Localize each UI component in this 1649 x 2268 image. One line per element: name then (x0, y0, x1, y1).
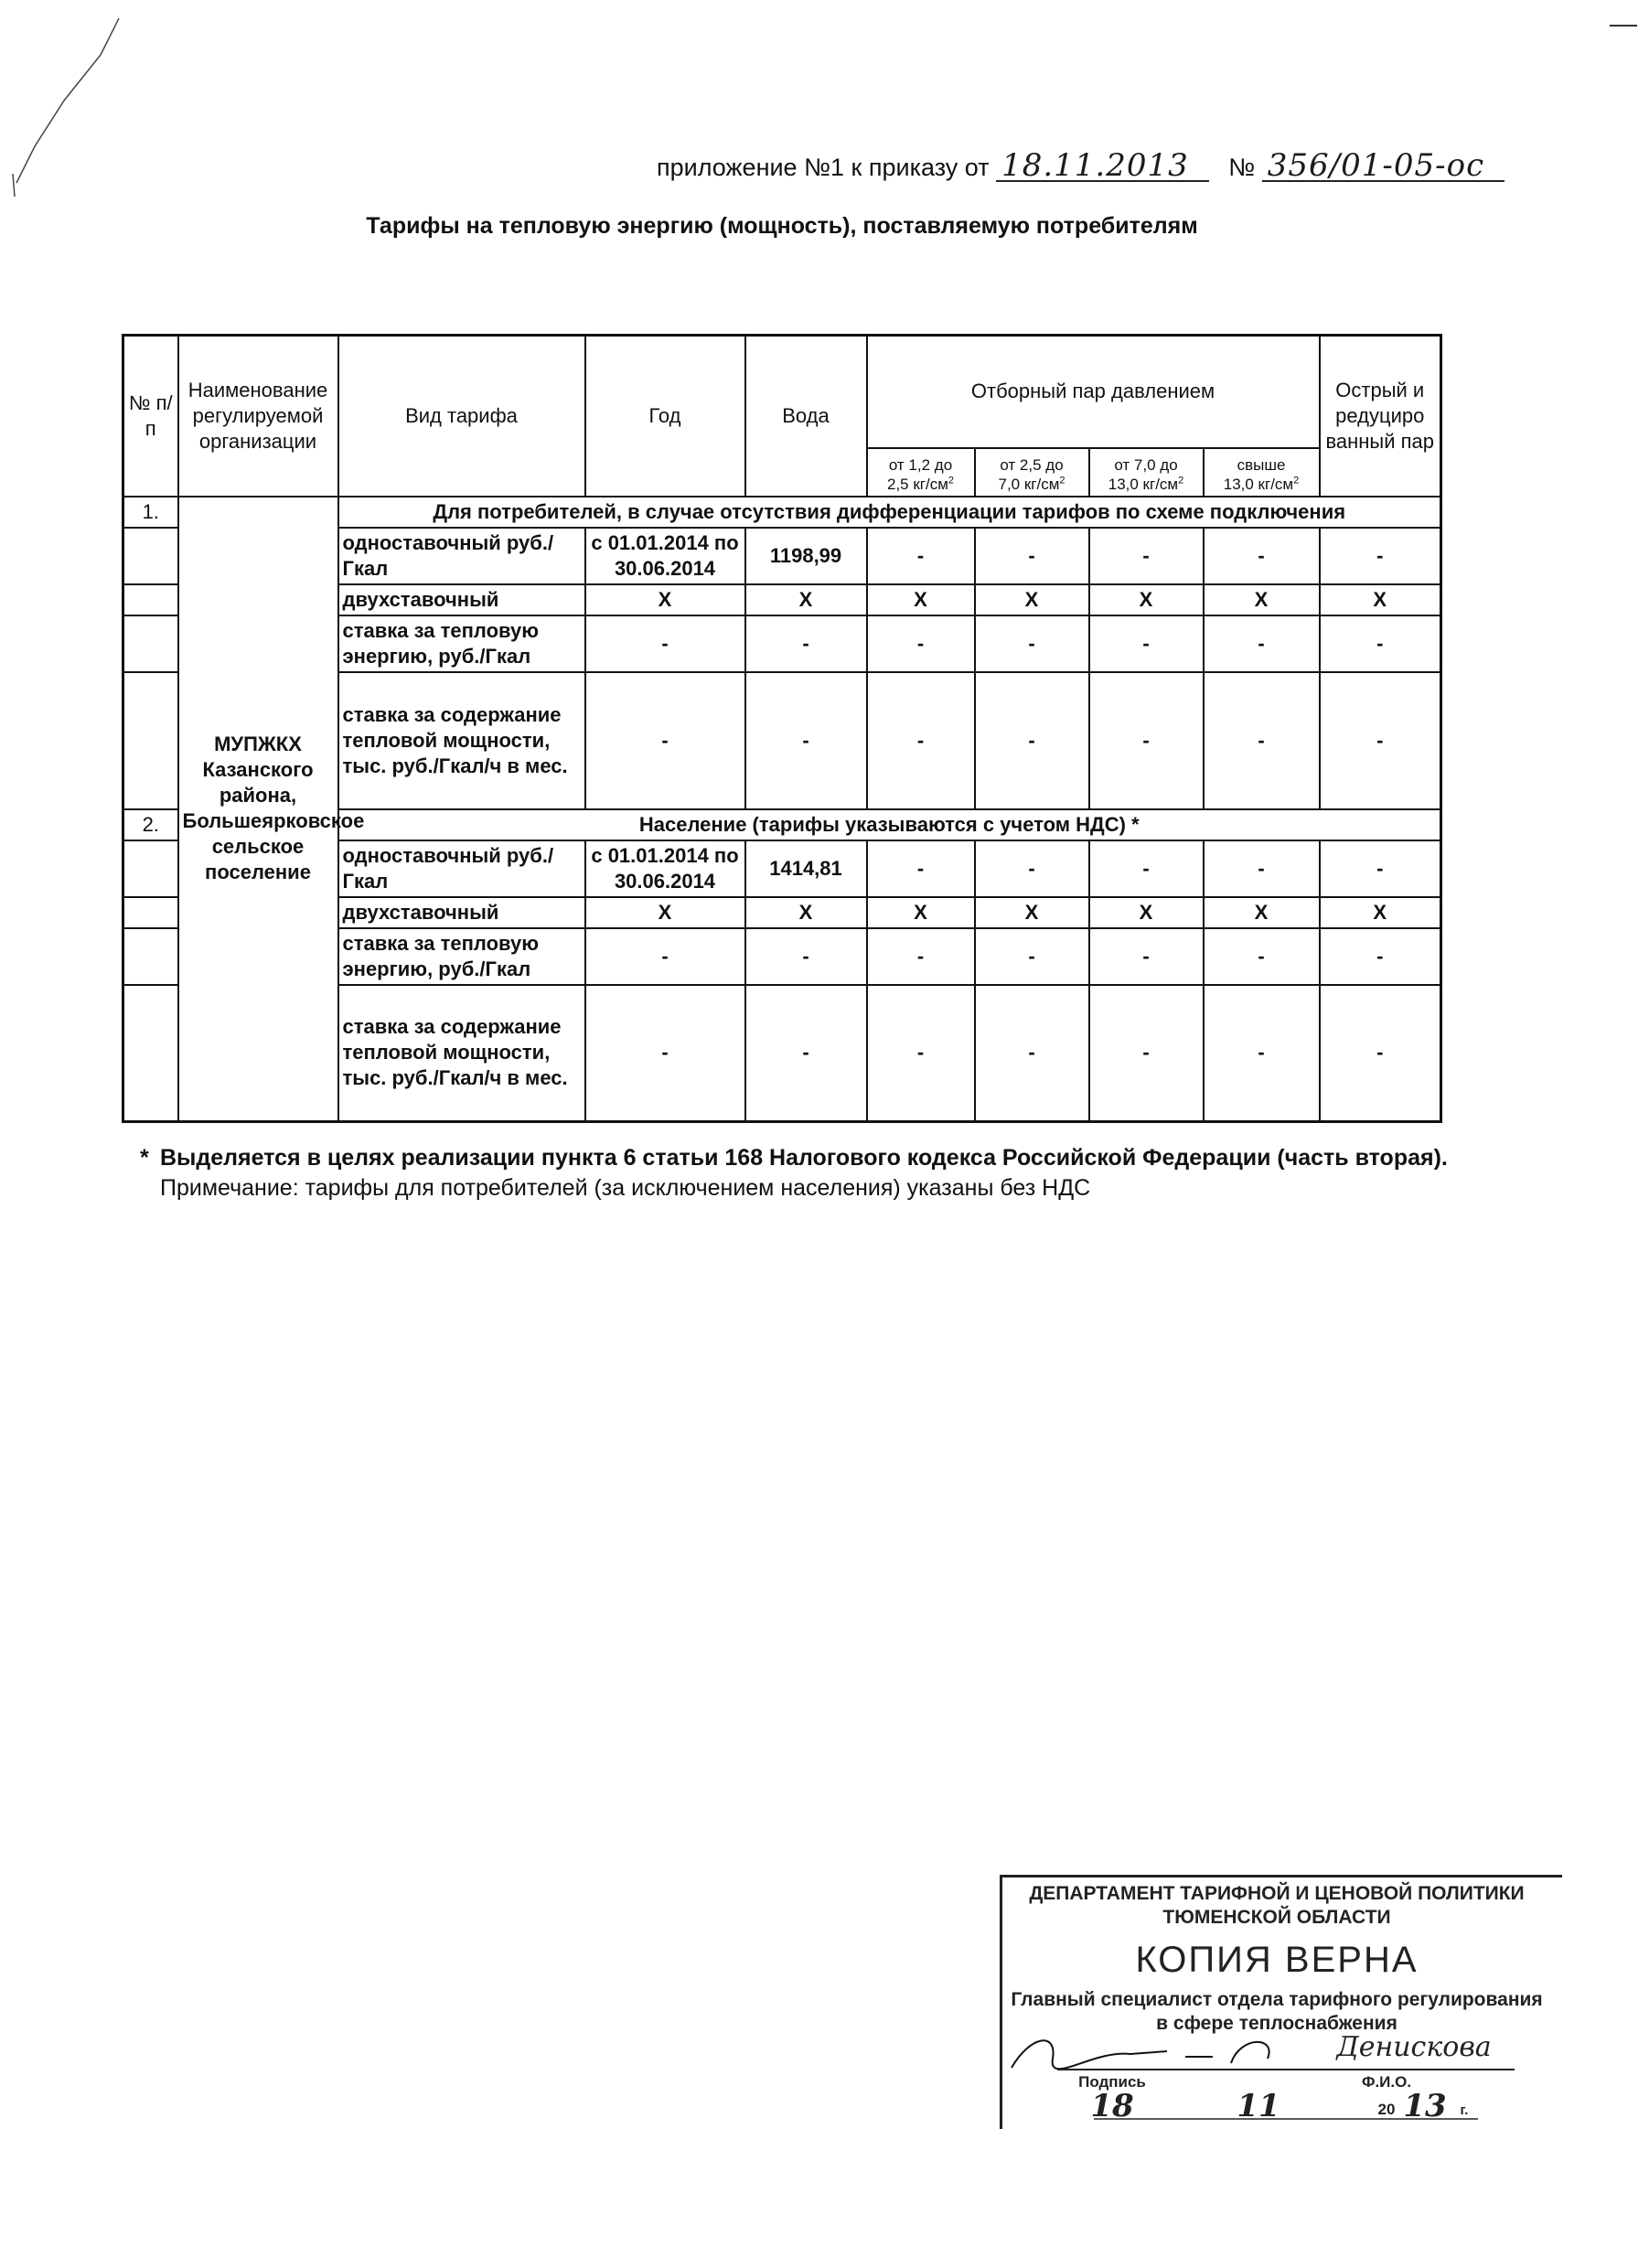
value-water: 1414,81 (745, 840, 867, 897)
value-steam-4: - (1204, 615, 1320, 672)
header-steam-range-sup: 2 (1293, 474, 1300, 486)
value-steam-2: - (975, 928, 1089, 985)
header-steam-range-unit: 2,5 кг/см (886, 475, 948, 493)
value-steam-1: Х (867, 584, 975, 615)
value-water: - (745, 672, 867, 809)
footnote-line-1: Выделяется в целях реализации пункта 6 статьи 168 Налогового кодекса Российской Федерации (часть вторая). (160, 1145, 1448, 1171)
tariff-year: с 01.01.2014 по 30.06.2014 (585, 528, 745, 584)
value-steam-1: - (867, 985, 975, 1122)
stamp-date-underline (1002, 2117, 1551, 2123)
stamp-label-name: Ф.И.О. (1361, 2073, 1412, 2091)
value-sharp-steam: - (1320, 928, 1441, 985)
tariff-year: Х (585, 584, 745, 615)
tariff-kind: двухставочный (338, 584, 585, 615)
footnote (140, 1143, 1486, 1204)
value-water: Х (745, 584, 867, 615)
tariff-year: Х (585, 897, 745, 928)
value-steam-3: Х (1089, 584, 1204, 615)
order-date: 18.11.2013 (996, 151, 1209, 182)
header-steam-range-unit: 13,0 кг/см (1223, 475, 1294, 493)
tariff-year: - (585, 615, 745, 672)
header-steam-range-from: свыше (1237, 455, 1286, 474)
header-steam-range (1204, 448, 1320, 497)
value-steam-2: - (975, 672, 1089, 809)
value-steam-4: - (1204, 840, 1320, 897)
stamp-date-month: 11 (1237, 2088, 1280, 2124)
value-sharp-steam: - (1320, 528, 1441, 584)
stamp-year-suffix: 13 (1403, 2088, 1447, 2124)
tariff-kind: одноставочный руб./Гкал (338, 528, 585, 584)
value-steam-1: - (867, 672, 975, 809)
value-water: - (745, 615, 867, 672)
section-title: Для потребителей, в случае отсутствия дифференциации тарифов по схеме подключения (338, 497, 1441, 528)
header-year: Год (585, 336, 745, 497)
order-number-label: № (1228, 154, 1256, 181)
stamp-year-prefix: 20 (1377, 2101, 1396, 2118)
stamp-date-day: 18 (1090, 2088, 1134, 2124)
row-number-empty (123, 928, 178, 985)
row-number-empty (123, 672, 178, 809)
footnote-star: * (140, 1145, 149, 1171)
row-number-empty (123, 897, 178, 928)
document-title: Тарифы на тепловую энергию (мощность), поставляемую потребителям (366, 213, 1198, 239)
header-org: Наименование регулируемой организации (178, 336, 338, 497)
stamp-dept-line-1: ДЕПАРТАМЕНТ ТАРИФНОЙ И ЦЕНОВОЙ ПОЛИТИКИ (1029, 1883, 1525, 1904)
value-steam-3: - (1089, 672, 1204, 809)
tariff-kind: ставка за тепловую энергию, руб./Гкал (338, 615, 585, 672)
tariff-kind: ставка за тепловую энергию, руб./Гкал (338, 928, 585, 985)
value-sharp-steam: Х (1320, 584, 1441, 615)
value-steam-3: - (1089, 928, 1204, 985)
order-reference (657, 147, 1485, 184)
value-sharp-steam: - (1320, 615, 1441, 672)
value-steam-4: - (1204, 928, 1320, 985)
header-steam: Отборный пар давлением (867, 336, 1320, 448)
value-steam-3: Х (1089, 897, 1204, 928)
header-num: № п/п (123, 336, 178, 497)
value-steam-2: - (975, 840, 1089, 897)
tariff-table (122, 334, 1442, 1123)
row-number-empty (123, 840, 178, 897)
value-steam-3: - (1089, 985, 1204, 1122)
header-steam-range-from: от 2,5 до (1000, 455, 1064, 474)
tariff-kind: ставка за содержание тепловой мощности, тыс. руб./Гкал/ч в мес. (338, 985, 585, 1122)
header-steam-range (867, 448, 975, 497)
header-sharp-steam: Острый и редуциро ванный пар (1320, 336, 1441, 497)
stamp-year-unit: г. (1460, 2102, 1469, 2118)
value-steam-1: - (867, 928, 975, 985)
tariff-year: - (585, 985, 745, 1122)
organization-name: МУПЖКХ Казанского района, Большеярковское сельское поселение (178, 497, 338, 1122)
value-water: 1198,99 (745, 528, 867, 584)
header-steam-range-from: от 7,0 до (1114, 455, 1178, 474)
value-sharp-steam: - (1320, 840, 1441, 897)
value-steam-1: - (867, 615, 975, 672)
header-steam-range-sup: 2 (1059, 474, 1065, 486)
stamp-position-line-2: в сфере теплоснабжения (1156, 2013, 1397, 2034)
value-steam-4: Х (1204, 584, 1320, 615)
row-number-empty (123, 985, 178, 1122)
value-steam-2: Х (975, 584, 1089, 615)
row-number-empty (123, 528, 178, 584)
value-steam-2: Х (975, 897, 1089, 928)
value-steam-1: Х (867, 897, 975, 928)
header-steam-range-from: от 1,2 до (888, 455, 953, 474)
header-steam-range (975, 448, 1089, 497)
value-sharp-steam: Х (1320, 897, 1441, 928)
tariff-kind: ставка за содержание тепловой мощности, тыс. руб./Гкал/ч в мес. (338, 672, 585, 809)
value-sharp-steam: - (1320, 672, 1441, 809)
header-steam-range-unit: 13,0 кг/см (1108, 475, 1179, 493)
order-prefix: приложение №1 к приказу от (657, 154, 990, 181)
row-number-empty (123, 584, 178, 615)
section-number: 2. (123, 809, 178, 840)
header-steam-range-sup: 2 (948, 474, 955, 486)
value-water: - (745, 985, 867, 1122)
section-title: Население (тарифы указываются с учетом НДС) * (338, 809, 1441, 840)
tariff-year: - (585, 672, 745, 809)
header-steam-range (1089, 448, 1204, 497)
value-steam-2: - (975, 985, 1089, 1122)
order-number: 356/01-05-ос (1262, 151, 1504, 182)
footnote-line-2: Примечание: тарифы для потребителей (за исключением населения) указаны без НДС (160, 1175, 1091, 1201)
value-steam-1: - (867, 840, 975, 897)
stamp-copy-verified: КОПИЯ ВЕРНА (1135, 1940, 1419, 1980)
value-steam-3: - (1089, 528, 1204, 584)
value-water: - (745, 928, 867, 985)
tariff-year: с 01.01.2014 по 30.06.2014 (585, 840, 745, 897)
value-water: Х (745, 897, 867, 928)
value-steam-2: - (975, 528, 1089, 584)
value-steam-4: - (1204, 985, 1320, 1122)
stamp-position-line-1: Главный специалист отдела тарифного регулирования (1011, 1989, 1543, 2010)
value-steam-4: - (1204, 528, 1320, 584)
value-steam-1: - (867, 528, 975, 584)
row-number-empty (123, 615, 178, 672)
certification-stamp (1000, 1875, 1562, 2129)
stamp-dept-line-2: ТЮМЕНСКОЙ ОБЛАСТИ (1162, 1907, 1391, 1928)
tariff-year: - (585, 928, 745, 985)
header-steam-range-unit: 7,0 кг/см (998, 475, 1060, 493)
stamp-signature-name: Денискова (1336, 2031, 1492, 2063)
value-steam-2: - (975, 615, 1089, 672)
value-steam-3: - (1089, 615, 1204, 672)
tariff-kind: одноставочный руб./Гкал (338, 840, 585, 897)
header-steam-range-sup: 2 (1178, 474, 1184, 486)
header-water: Вода (745, 336, 867, 497)
header-kind: Вид тарифа (338, 336, 585, 497)
value-steam-3: - (1089, 840, 1204, 897)
value-steam-4: Х (1204, 897, 1320, 928)
stamp-label-sign: Подпись (1078, 2073, 1146, 2091)
value-steam-4: - (1204, 672, 1320, 809)
value-sharp-steam: - (1320, 985, 1441, 1122)
section-number: 1. (123, 497, 178, 528)
tariff-kind: двухставочный (338, 897, 585, 928)
